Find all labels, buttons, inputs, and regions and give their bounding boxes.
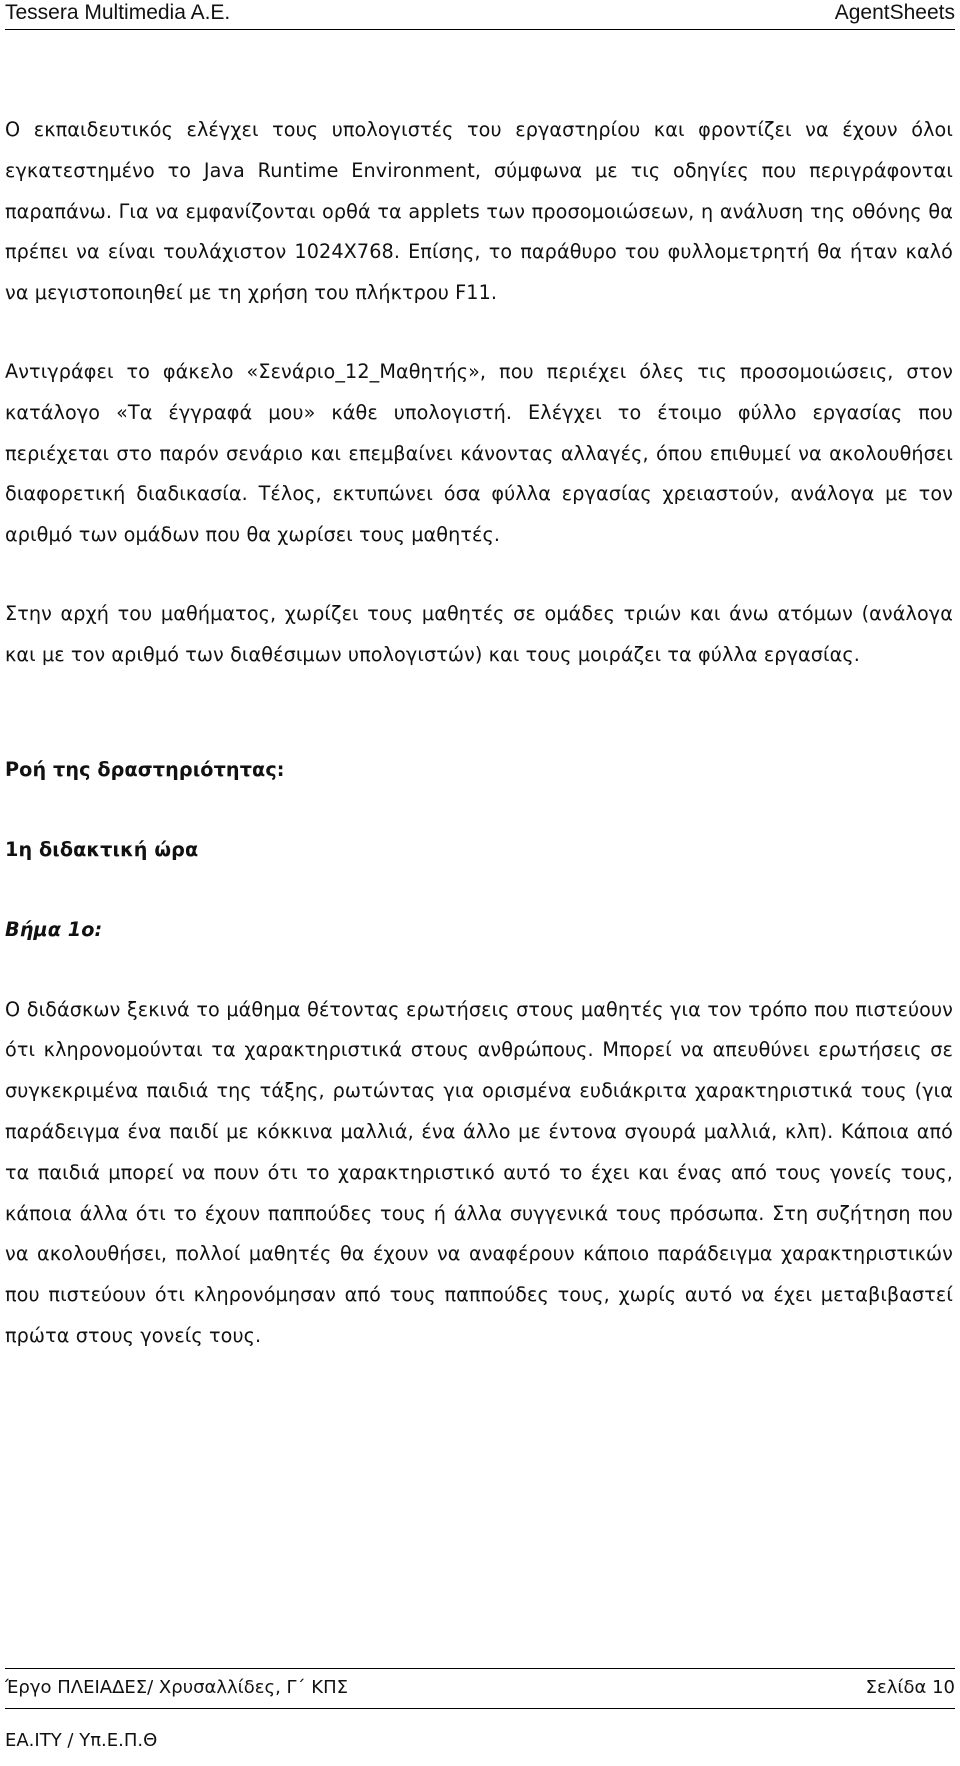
paragraph-groups: Στην αρχή του μαθήματος, χωρίζει τους μαθητές σε ομάδες τριών και άνω ατόμων (ανάλογα και με τον αριθμό των διαθέσιμων υπολογιστών) και τους μοιράζει τα φύλλα εργασίας.: [5, 601, 953, 666]
header-company: Tessera Multimedia A.E.: [5, 1, 231, 24]
header-product: AgentSheets: [834, 1, 955, 24]
heading-teaching-hour: 1η διδακτική ώρα: [5, 837, 199, 861]
heading-activity-flow: Ροή της δραστηριότητας:: [5, 757, 285, 781]
footer-divider: [5, 1668, 955, 1669]
heading-step: Βήμα 1ο:: [5, 917, 103, 941]
footer-page-number: Σελίδα 10: [865, 1676, 955, 1698]
paragraph-step-description: Ο διδάσκων ξεκινά το μάθημα θέτοντας ερωτήσεις στους μαθητές για τον τρόπο που πιστεύουν ότι κληρονομούνται τα χαρακτηριστικά στους ανθρώπους. Μπορεί να απευθύνει ερωτήσεις σε συγκεκριμένα παιδιά της τάξης, ρωτώντας για ορισμένα ευδιάκριτα χαρακτηριστικά τους (για παράδειγμα ένα παιδί με κόκκινα μαλλιά, ένα άλλο με έντονα σγουρά μαλλιά, κλπ). Κάποια από τα παιδιά μπορεί να πουν ότι το χαρακτηριστικό αυτό το έχει και ένας από τους γονείς τους, κάποια άλλα ότι το έχουν παππούδες τους ή άλλα συγγενικά τους πρόσωπα. Στη συζήτηση που να ακολουθήσει, πολλοί μαθητές θα έχουν να αναφέρουν κάποιο παράδειγμα χαρακτηριστικών που πιστεύουν ότι κληρονόμησαν από τους παππούδες τους, χωρίς αυτό να έχει μεταβιβαστεί πρώτα στους γονείς τους.: [5, 997, 953, 1347]
page-footer: [5, 1674, 955, 1700]
document-body: [5, 110, 953, 1357]
footer-organization: ΕΑ.ΙΤΥ / Υπ.Ε.Π.Θ: [5, 1730, 158, 1751]
paragraph-setup: Ο εκπαιδευτικός ελέγχει τους υπολογιστές του εργαστηρίου και φροντίζει να έχουν όλοι εγκατεστημένο το Java Runtime Environment, σύμφωνα με τις οδηγίες που περιγράφονται παραπάνω. Για να εμφανίζονται ορθά τα applets των προσομοιώσεων, η ανάλυση της οθόνης θα πρέπει να είναι τουλάχιστον 1024X768. Επίσης, το παράθυρο του φυλλομετρητή θα ήταν καλό να μεγιστοποιηθεί με τη χρήση του πλήκτρου F11.: [5, 118, 953, 305]
footer-divider-lower: [5, 1708, 955, 1709]
paragraph-copy-folder: Αντιγράφει το φάκελο «Σενάριο_12_Μαθητής», που περιέχει όλες τις προσομοιώσεις, στον κατάλογο «Τα έγγραφά μου» κάθε υπολογιστή. Ελέγχει το έτοιμο φύλλο εργασίας που περιέχεται στο παρόν σενάριο και επεμβαίνει κάνοντας αλλαγές, όπου επιθυμεί να ακολουθήσει διαφορετική διαδικασία. Τέλος, εκτυπώνει όσα φύλλα εργασίας χρειαστούν, ανάλογα με τον αριθμό των ομάδων που θα χωρίσει τους μαθητές.: [5, 359, 953, 547]
footer-project: Έργο ΠΛΕΙΑΔΕΣ/ Χρυσαλλίδες, Γ΄ ΚΠΣ: [5, 1676, 348, 1698]
page-header: [5, 0, 955, 26]
header-divider: [5, 29, 955, 30]
